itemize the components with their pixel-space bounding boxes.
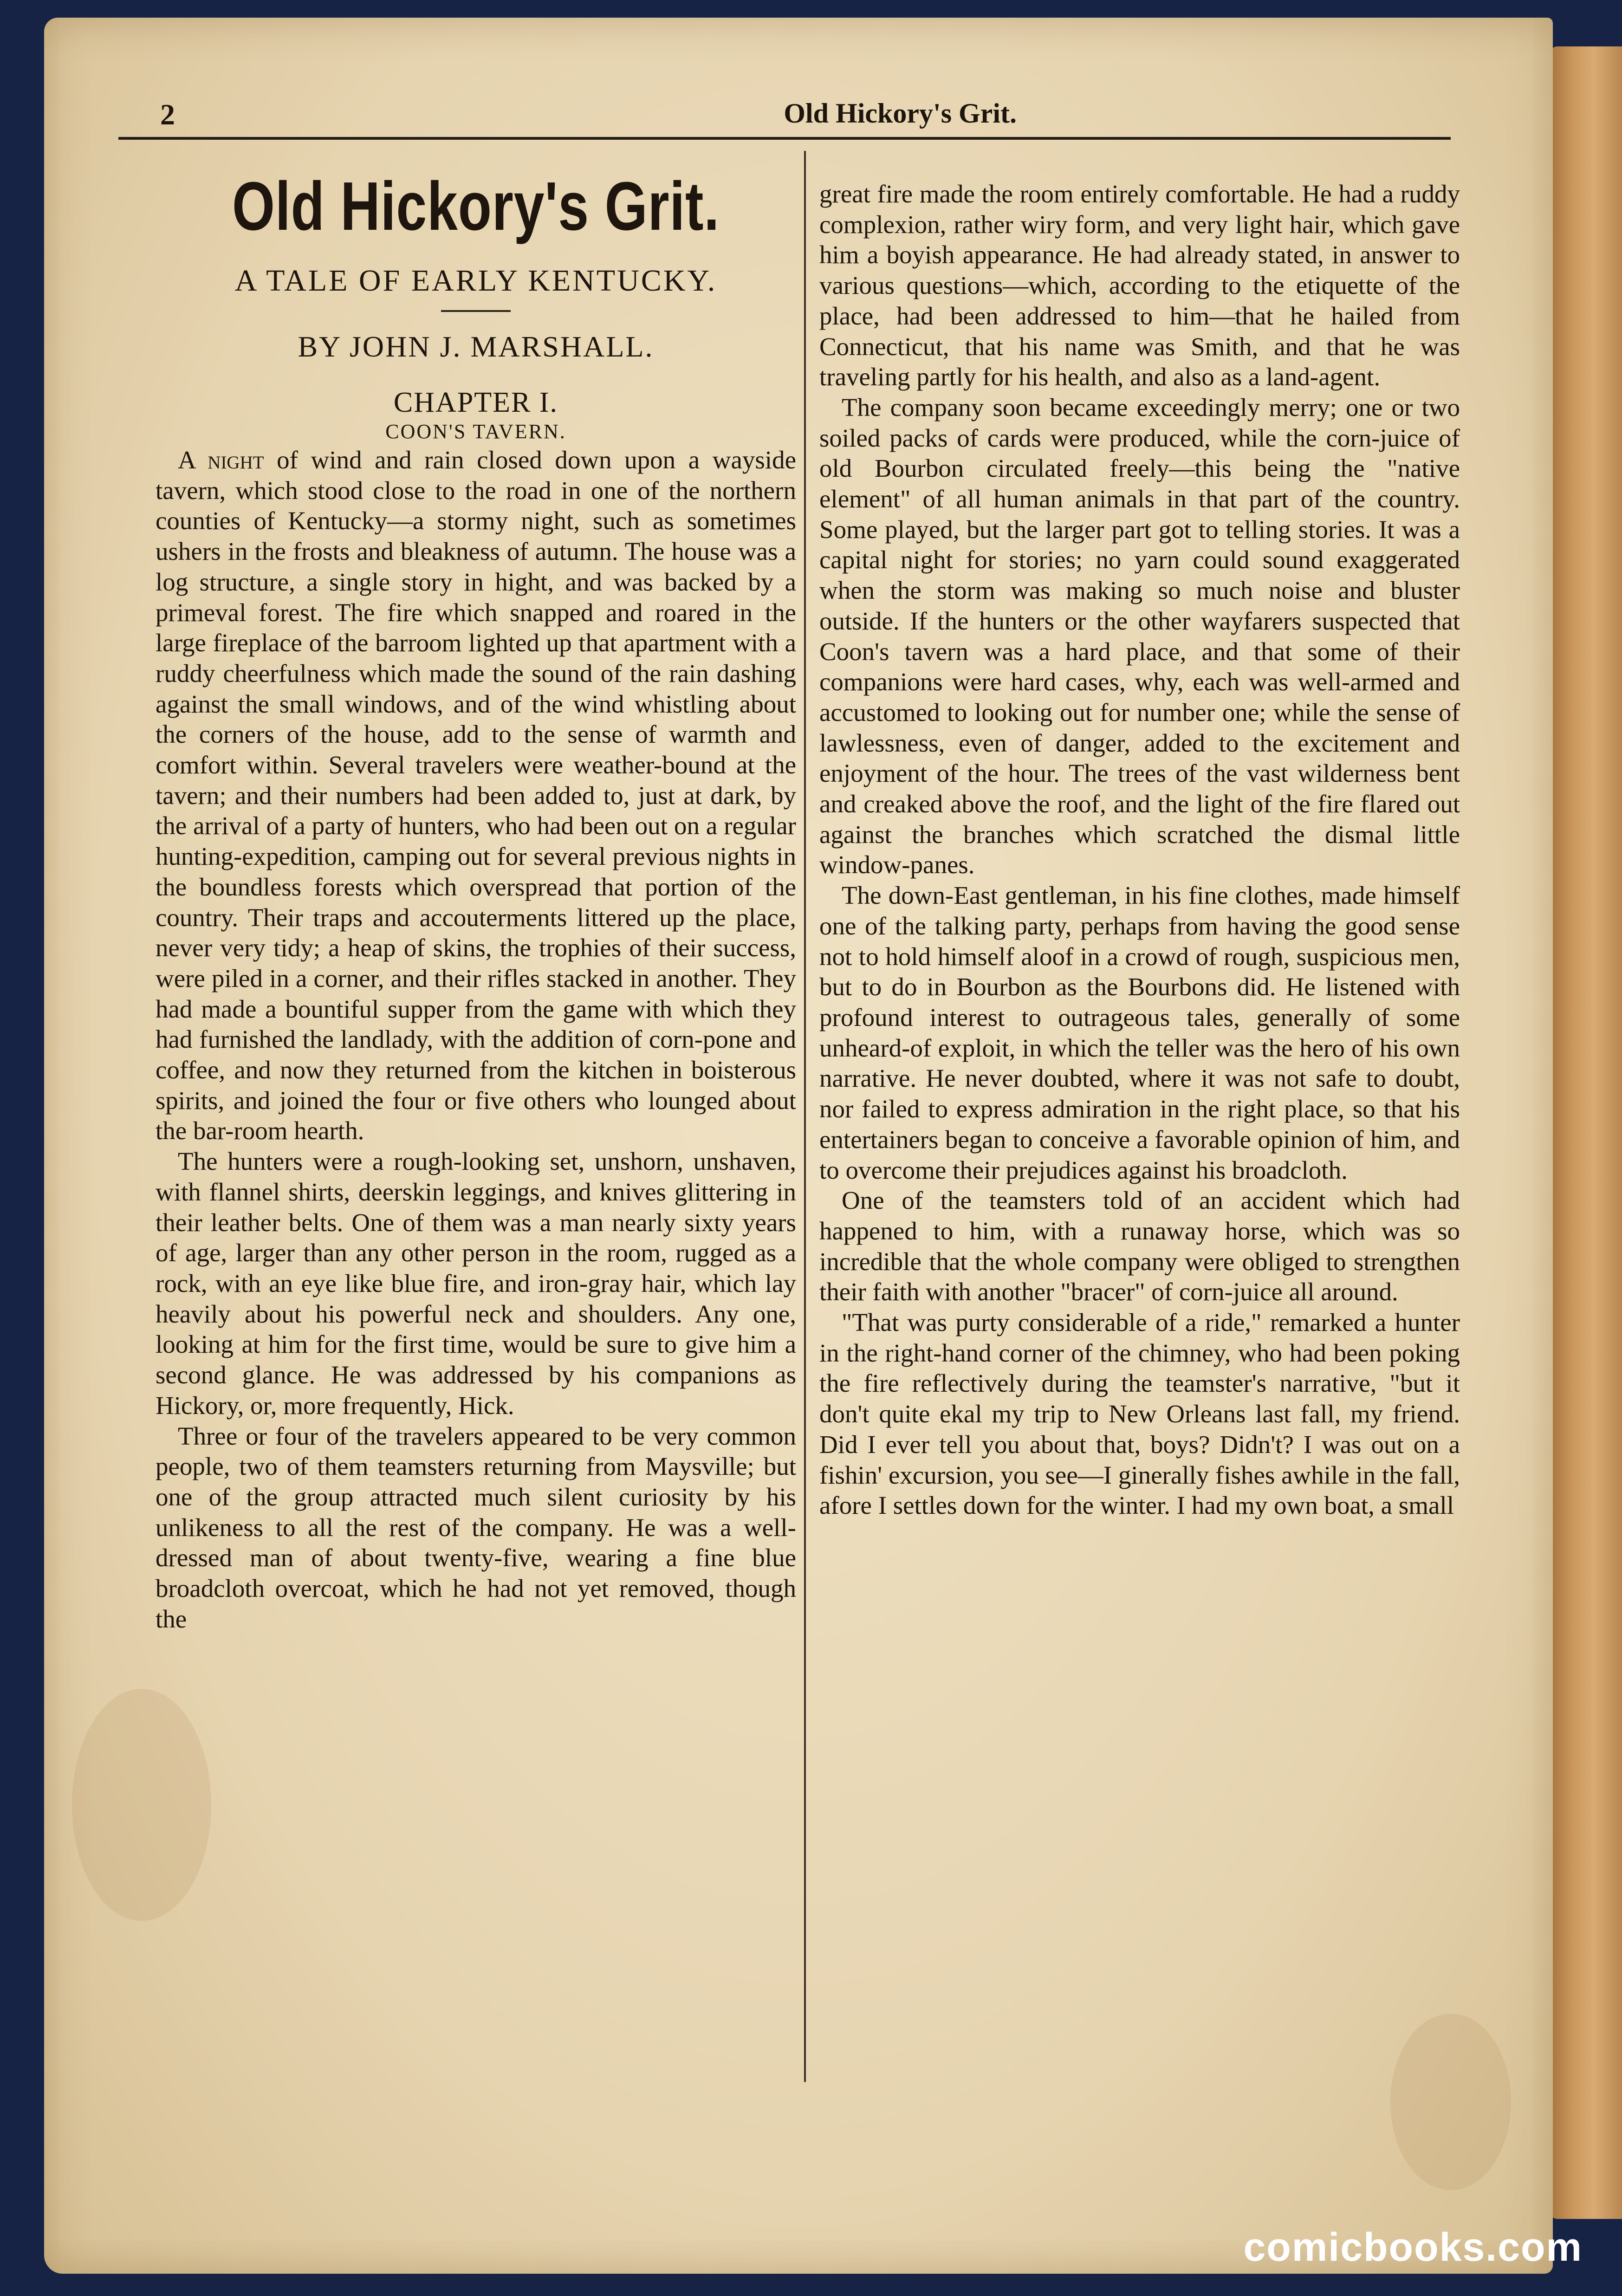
paragraph: The down-East gentleman, in his fine clothes, made himself one of the talking party, perhaps from having the good sense not to hold himself aloof in a crowd of rough, suspicious men, but to do in Bourbon as the Bourbons did. He listened with profound interest to outrageous tales, generally of some unheard-of exploit, in which the teller was the hero of his own narrative. He never doubted, where it was not safe to doubt, nor failed to express admiration in the right place, so that his entertainers began to conceive a favorable opinion of him, and to overcome their prejudices against his broadcloth. — [819, 881, 1460, 1184]
story-title: Old Hickory's Grit. — [232, 168, 720, 245]
chapter-title: COON'S TAVERN. — [385, 420, 566, 443]
story-subtitle: A TALE OF EARLY KENTUCKY. — [234, 264, 717, 298]
paper-stain — [1390, 2014, 1511, 2190]
running-header — [118, 91, 1451, 140]
paragraph: great fire made the room entirely comfortable. He had a ruddy complexion, rather wiry form, and very light hair, which gave him a boyish appearance. He had already stated, in answer to various questions—which, according to the etiquette of the place, had been addressed to him—that he hailed from Connecticut, that his name was Smith, and that he was traveling partly for his health, and also as a land-agent. — [819, 180, 1460, 391]
chapter-heading: CHAPTER I. — [393, 387, 558, 418]
page-number: 2 — [160, 98, 175, 131]
column-divider — [804, 151, 806, 2082]
paragraph: "That was purty considerable of a ride," remarked a hunter in the right-hand corner of the chimney, who had been poking the fire reflectively during the teamster's narrative, "but it don't quite ekal my trip to New Orleans last fall, my friend. Did I ever tell you about that, boys? Didn't? I was out on a fishin' excursion, you see—I ginerally fishes awhile in the fall, afore I settles down for the winter. I had my own boat, a small — [819, 1308, 1460, 1520]
adjacent-page-edge — [1551, 46, 1622, 2219]
paper-stain — [72, 1689, 211, 1921]
running-title: Old Hickory's Grit. — [784, 98, 1017, 129]
title-divider — [441, 310, 511, 312]
paragraph: One of the teamsters told of an accident which had happened to him, with a runaway horse, which was so incredible that the whole company were obliged to strengthen their faith with another "bracer" of corn-juice all around. — [819, 1186, 1460, 1306]
story-byline: BY JOHN J. MARSHALL. — [298, 330, 654, 363]
paragraph: The company soon became exceedingly merry; one or two soiled packs of cards were produced, while the corn-juice of old Bourbon circulated freely—this being the "native element" of all human animals in that part of the country. Some played, but the larger part got to telling stories. It was a capital night for stories; no yarn could sound exaggerated when the storm was making so much noise and bluster outside. If the hunters or the other wayfarers suspected that Coon's tavern was a hard place, and that some of their companions were hard cases, why, each was well-armed and accustomed to looking out for number one; while the sense of lawlessness, even of danger, added to the excitement and enjoyment of the hour. The trees of the vast wilderness bent and creaked above the roof, and the light of the fire flared out against the branches which scratched the dismal little window-panes. — [819, 393, 1460, 879]
opening-paragraph — [156, 445, 796, 1146]
right-column — [819, 179, 1460, 1521]
site-watermark: comicbooks.com — [1243, 2225, 1583, 2270]
paragraph: The hunters were a rough-looking set, unshorn, unshaven, with flannel shirts, deerskin leggings, and knives glittering in their leather belts. One of them was a man nearly sixty years of age, larger than any other person in the room, rugged as a rock, with an eye like blue fire, and iron-gray hair, which lay heavily about his powerful neck and shoulders. Any one, looking at him for the first time, would be sure to give him a second glance. He was addressed by his companions as Hickory, or, more frequently, Hick. — [156, 1147, 796, 1420]
paragraph: Three or four of the travelers appeared to be very common people, two of them teamsters returning from Maysville; but one of the group attracted much silent curiosity by his unlikeness to all the rest of the company. He was a well-dressed man of about twenty-five, wearing a fine blue broadcloth overcoat, which he had not yet removed, though the — [156, 1421, 796, 1633]
drop-word: A night — [178, 446, 264, 474]
paragraph-text: of wind and rain closed down upon a wayside tavern, which stood close to the road in one of the northern counties of Kentucky—a stormy night, such as sometimes ushers in the frosts and bleakness of autumn. The house was a log structure, a single story in hight, and was backed by a primeval forest. The fire which snapped and roared in the large fireplace of the barroom lighted up that apartment with a ruddy cheerfulness which made the sound of the rain dashing against the small windows, and of the wind whistling about the corners of the house, add to the sense of warmth and comfort within. Several travelers were weather-bound at the tavern; and their numbers had been added to, just at dark, by the arrival of a party of hunters, who had been out on a regular hunting-expedition, camping out for several previous nights in the boundless forests which overspread that portion of the country. Their traps and accouterments littered up the place, never very tidy; a heap of skins, the trophies of their success, were piled in a corner, and their rifles stacked in another. They had made a bountiful supper from the game with which they had furnished the landlady, with the addition of corn-pone and coffee, and now they returned from the kitchen in boisterous spirits, and joined the four or five others who lounged about the bar-room hearth. — [156, 446, 796, 1145]
left-column — [156, 167, 796, 1634]
